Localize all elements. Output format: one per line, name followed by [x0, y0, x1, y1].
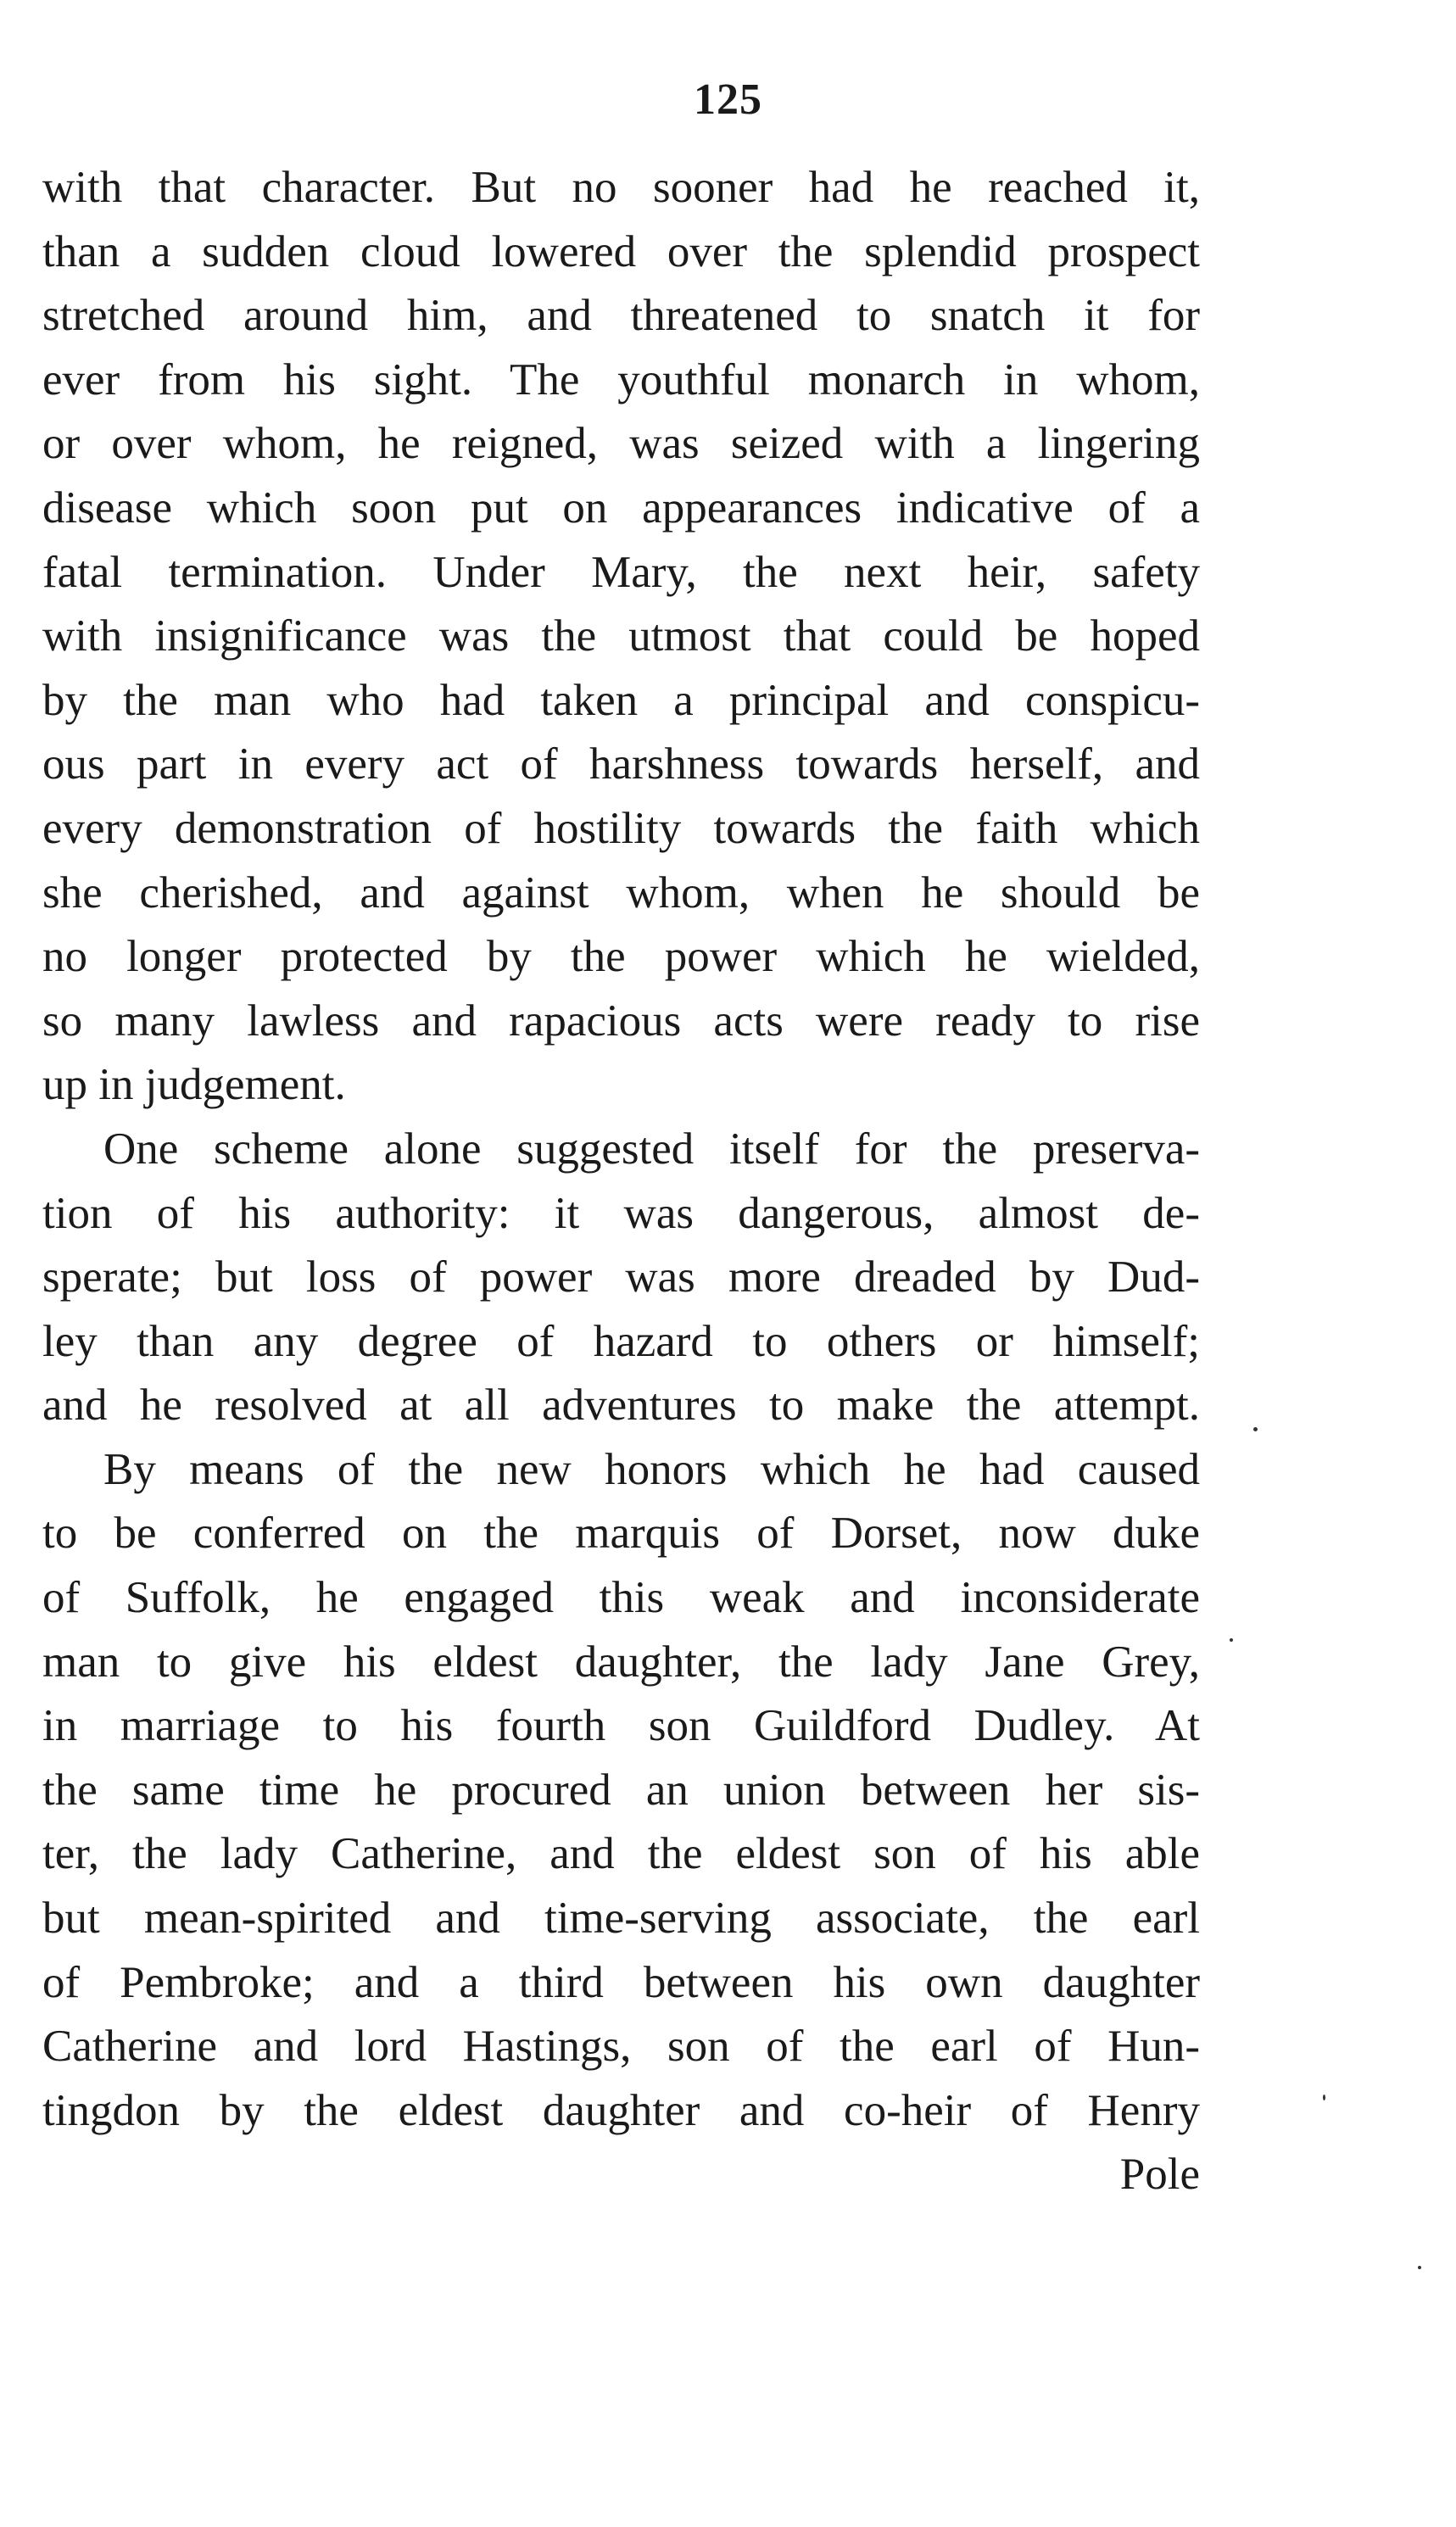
scan-speck: [1230, 1638, 1233, 1642]
text-line: By means of the new honors which he had caused: [103, 1444, 1200, 1494]
text-line: tingdon by the eldest daughter and co-heir of Henry: [42, 2085, 1200, 2135]
text-line: by the man who had taken a principal and conspicu-: [42, 675, 1200, 725]
scan-speck: [1418, 2266, 1421, 2269]
scan-speck: [1323, 2095, 1325, 2100]
text-line: no longer protected by the power which he wielded,: [42, 932, 1200, 982]
text-line: One scheme alone suggested itself for the preserva-: [103, 1124, 1200, 1174]
body-text: [42, 156, 1200, 2207]
text-line: so many lawless and rapacious acts were ready to rise: [42, 996, 1200, 1046]
text-line: sperate; but loss of power was more dreaded by Dud-: [42, 1252, 1200, 1303]
text-line: in marriage to his fourth son Guildford Dudley. At: [42, 1701, 1200, 1751]
text-line: with that character. But no sooner had he reached it,: [42, 163, 1200, 212]
page-number: 125: [694, 75, 762, 124]
text-line: every demonstration of hostility towards the faith which: [42, 803, 1200, 853]
text-line: the same time he procured an union between her sis-: [42, 1765, 1200, 1815]
text-line: than a sudden cloud lowered over the splendid prospect: [42, 226, 1200, 276]
text-line: ous part in every act of harshness towards herself, and: [42, 739, 1200, 789]
text-line: disease which soon put on appearances indicative of a: [42, 483, 1200, 533]
text-line: ley than any degree of hazard to others or himself;: [42, 1316, 1200, 1366]
text-line: ter, the lady Catherine, and the eldest son of his able: [42, 1829, 1200, 1879]
text-line: man to give his eldest daughter, the lady Jane Grey,: [42, 1637, 1200, 1687]
text-line: stretched around him, and threatened to snatch it for: [42, 291, 1200, 341]
text-line: she cherished, and against whom, when he should be: [42, 867, 1200, 918]
text-line: up in judgement.: [42, 1060, 346, 1110]
text-line: with insignificance was the utmost that could be hoped: [42, 611, 1200, 661]
text-line: of Pembroke; and a third between his own daughter: [42, 1957, 1200, 2007]
text-line: of Suffolk, he engaged this weak and inconsiderate: [42, 1573, 1200, 1623]
text-line: tion of his authority: it was dangerous, almost de-: [42, 1188, 1200, 1238]
scan-speck: [1253, 1427, 1258, 1431]
text-line: fatal termination. Under Mary, the next heir, safety: [42, 547, 1200, 597]
text-line: but mean-spirited and time-serving associate, the earl: [42, 1894, 1200, 1944]
text-line: or over whom, he reigned, was seized with a lingering: [42, 419, 1200, 469]
text-line: and he resolved at all adventures to make the attempt.: [42, 1381, 1200, 1431]
catchword: Pole: [1119, 2150, 1200, 2200]
text-line: to be conferred on the marquis of Dorset, now duke: [42, 1509, 1200, 1559]
text-line: ever from his sight. The youthful monarch in whom,: [42, 354, 1200, 404]
text-line: Catherine and lord Hastings, son of the earl of Hun-: [42, 2022, 1200, 2072]
